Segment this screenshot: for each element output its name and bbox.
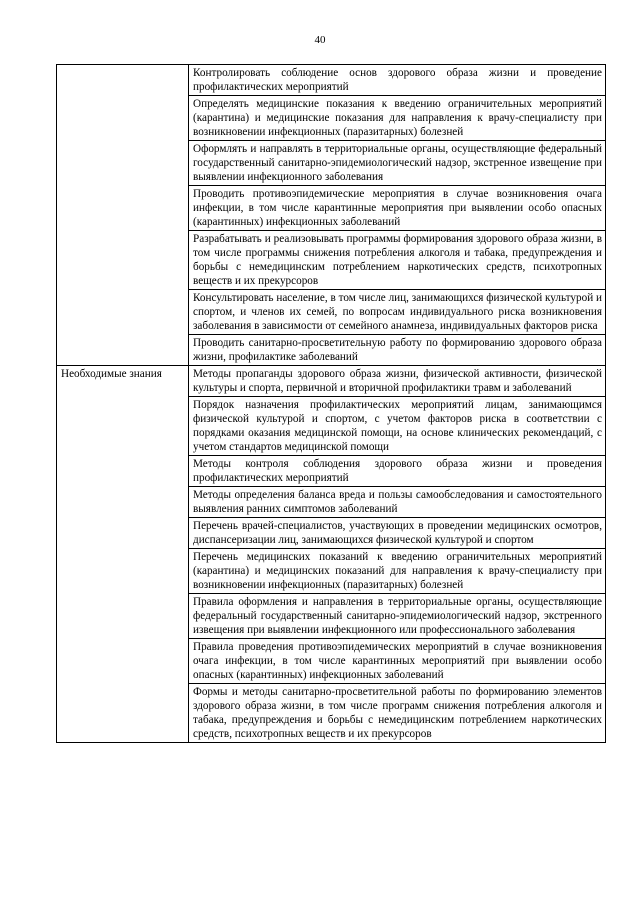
table-cell: Порядок назначения профилактических мероприятий лицам, занимающимся физической культурой и спортом, с учетом факторов риска в соответствии с порядками оказания медицинской помощи, на основе клинических рекомендаций, с учетом стандартов медицинской помощи (189, 397, 606, 456)
table-cell: Перечень медицинских показаний к введению ограничительных мероприятий (карантина) и медицинских показаний для направления к врачу-специалисту при возникновении инфекционных (паразитарных) болезней (189, 549, 606, 594)
table-cell: Формы и методы санитарно-просветительной работы по формированию элементов здорового образа жизни, в том числе программ снижения потребления алкоголя и табака, предупреждения и борьбы с немедицинским потреблением наркотических средств, психотропных веществ и их прекурсоров (189, 684, 606, 743)
table-cell: Контролировать соблюдение основ здорового образа жизни и проведение профилактических мероприятий (189, 65, 606, 96)
table-row (57, 366, 606, 397)
table-cell: Перечень врачей-специалистов, участвующих в проведении медицинских осмотров, диспансеризации лиц, занимающихся физической культурой и спортом (189, 518, 606, 549)
table-cell: Правила оформления и направления в территориальные органы, осуществляющие федеральный государственный санитарно-эпидемиологический надзор, экстренного извещения при выявлении инфекционного или профессионального заболевания (189, 594, 606, 639)
table-cell: Правила проведения противоэпидемических мероприятий в случае возникновения очага инфекции, в том числе карантинных мероприятий при выявлении особо опасных (карантинных) инфекционных заболеваний (189, 639, 606, 684)
table-cell: Консультировать население, в том числе лиц, занимающихся физической культурой и спортом, и членов их семей, по вопросам индивидуального риска возникновения заболевания в зависимости от семейного анамнеза, индивидуальных факторов риска (189, 290, 606, 335)
table-cell: Методы контроля соблюдения здорового образа жизни и проведения профилактических мероприятий (189, 456, 606, 487)
table-cell: Проводить противоэпидемические мероприятия в случае возникновения очага инфекции, в том числе карантинные мероприятия при выявлении особо опасных (карантинных) инфекционных заболеваний (189, 186, 606, 231)
row-label-required-knowledge: Необходимые знания (57, 366, 189, 743)
page-number: 40 (314, 34, 326, 46)
table-cell: Методы определения баланса вреда и пользы самообследования и самостоятельного выявления ранних симптомов заболеваний (189, 487, 606, 518)
table-cell: Определять медицинские показания к введению ограничительных мероприятий (карантина) и медицинские показания для направления к врачу-специалисту при возникновении инфекционных (паразитарных) болезней (189, 96, 606, 141)
table-cell: Методы пропаганды здорового образа жизни, физической активности, физической культуры и спорта, первичной и вторичной профилактики травм и заболеваний (189, 366, 606, 397)
table-cell: Проводить санитарно-просветительную работу по формированию здорового образа жизни, профилактике заболеваний (189, 335, 606, 366)
row-label-empty (57, 65, 189, 366)
table-cell: Оформлять и направлять в территориальные органы, осуществляющие федеральный государственный санитарно-эпидемиологический надзор, экстренное извещение при выявлении инфекционного заболевания (189, 141, 606, 186)
table-row (57, 65, 606, 96)
competency-table (56, 64, 606, 743)
table-cell: Разрабатывать и реализовывать программы формирования здорового образа жизни, в том числе программы снижения потребления алкоголя и табака, предупреждения и борьбы с немедицинским потреблением наркотических средств, психотропных веществ и их прекурсоров (189, 231, 606, 290)
